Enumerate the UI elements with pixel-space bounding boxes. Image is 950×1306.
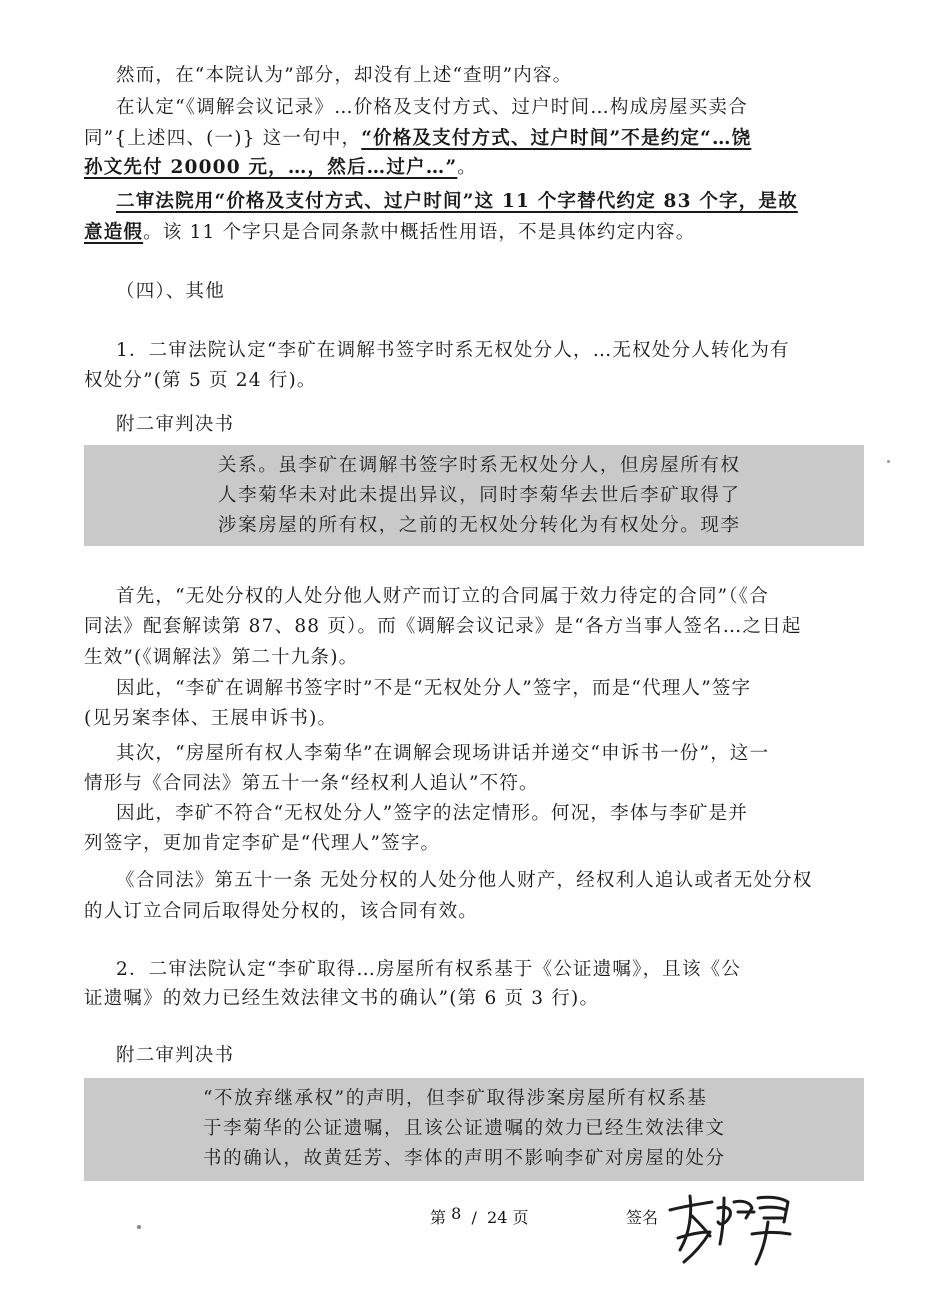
page-suffix: 页 xyxy=(512,1208,529,1227)
paragraph-line: 因此，“李矿在调解书签字时”不是“无权处分人”签字，而是“代理人”签字 xyxy=(116,678,752,699)
paragraph-line: 然而，在“本院认为”部分，却没有上述“查明”内容。 xyxy=(116,65,573,86)
excerpt-line: 书的确认，故黄廷芳、李体的声明不影响李矿对房屋的处分 xyxy=(203,1148,726,1169)
text-run: 。该 11 个字只是合同条款中概括性用语，不是具体约定内容。 xyxy=(143,222,696,243)
page-number xyxy=(430,1205,529,1228)
emphasized-text: 孙文先付 20000 元，…，然后…过户…” xyxy=(84,157,458,178)
page-separator: / xyxy=(471,1208,477,1227)
paragraph-line: 因此，李矿不符合“无权处分人”签字的法定情形。何况，李体与李矿是并 xyxy=(116,803,749,824)
paragraph-line xyxy=(84,155,477,181)
statute-quote-line: 的人订立合同后取得处分权的，该合同有效。 xyxy=(84,901,479,922)
paragraph-line: 首先，“无处分权的人处分他人财产而订立的合同属于效力待定的合同”（《合 xyxy=(116,586,769,607)
signature-label: 签名 xyxy=(626,1208,659,1227)
text-run: 同”{上述四、(一)} 这一句中， xyxy=(84,128,362,149)
judgment-excerpt-1 xyxy=(84,445,864,546)
excerpt-line: 于李菊华的公证遗嘱，且该公证遗嘱的效力已经生效法律文 xyxy=(203,1118,726,1139)
emphasized-text: “价格及支付方式、过户时间”不是约定“…饶 xyxy=(361,128,752,149)
attachment-label: 附二审判决书 xyxy=(116,1045,235,1066)
paragraph-line: 在认定“《调解会议记录》…价格及支付方式、过户时间…构成房屋买卖合 xyxy=(116,97,748,118)
paragraph-line: 1．二审法院认定“李矿在调解书签字时系无权处分人，…无权处分人转化为有 xyxy=(116,340,790,361)
emphasized-paragraph-line: 二审法院用“价格及支付方式、过户时间”这 11 个字替代约定 83 个字，是故 xyxy=(116,191,798,212)
attachment-label: 附二审判决书 xyxy=(116,414,235,435)
speck-mark xyxy=(887,460,890,463)
paragraph-line xyxy=(84,220,695,246)
paragraph-line: 生效”(《调解法》第二十九条)。 xyxy=(84,647,359,668)
paragraph-line: 情形与《合同法》第五十一条“经权利人追认”不符。 xyxy=(84,773,539,794)
excerpt-line: 涉案房屋的所有权，之前的无权处分转化为有权处分。现李 xyxy=(218,515,741,536)
speck-mark xyxy=(137,1225,141,1229)
paragraph-line: 列签字，更加肯定李矿是“代理人”签字。 xyxy=(84,833,441,854)
paragraph-line xyxy=(84,126,751,152)
page-prefix: 第 xyxy=(430,1208,447,1227)
page-total: 24 xyxy=(487,1208,508,1227)
text-run: 。 xyxy=(457,157,477,178)
excerpt-line: 关系。虽李矿在调解书签字时系无权处分人，但房屋所有权 xyxy=(218,455,741,476)
section-heading: （四）、其他 xyxy=(116,281,225,302)
paragraph-line: (见另案李体、王展申诉书)。 xyxy=(84,708,338,729)
excerpt-line: “不放弃继承权”的声明，但李矿取得涉案房屋所有权系基 xyxy=(203,1088,708,1109)
paragraph-line: 2．二审法院认定“李矿取得…房屋所有权系基于《公证遗嘱》，且该《公 xyxy=(116,959,742,980)
handwritten-signature xyxy=(660,1188,800,1268)
statute-quote-line: 《合同法》第五十一条 无处分权的人处分他人财产，经权利人追认或者无处分权 xyxy=(116,870,813,891)
page-current: 8 xyxy=(451,1204,462,1223)
paragraph-line: 证遗嘱》的效力已经生效法律文书的确认”(第 6 页 3 行)。 xyxy=(84,988,600,1009)
excerpt-line: 人李菊华未对此未提出异议，同时李菊华去世后李矿取得了 xyxy=(218,485,741,506)
paragraph-line: 权处分”(第 5 页 24 行)。 xyxy=(84,370,317,391)
emphasized-text: 意造假 xyxy=(84,222,144,243)
paragraph-line: 同法》配套解读第 87、88 页）。而《调解会议记录》是“各方当事人签名…之日起 xyxy=(84,616,802,637)
judgment-excerpt-2 xyxy=(84,1078,864,1181)
paragraph-line: 其次，“房屋所有权人李菊华”在调解会现场讲话并递交“申诉书一份”，这一 xyxy=(116,743,770,764)
